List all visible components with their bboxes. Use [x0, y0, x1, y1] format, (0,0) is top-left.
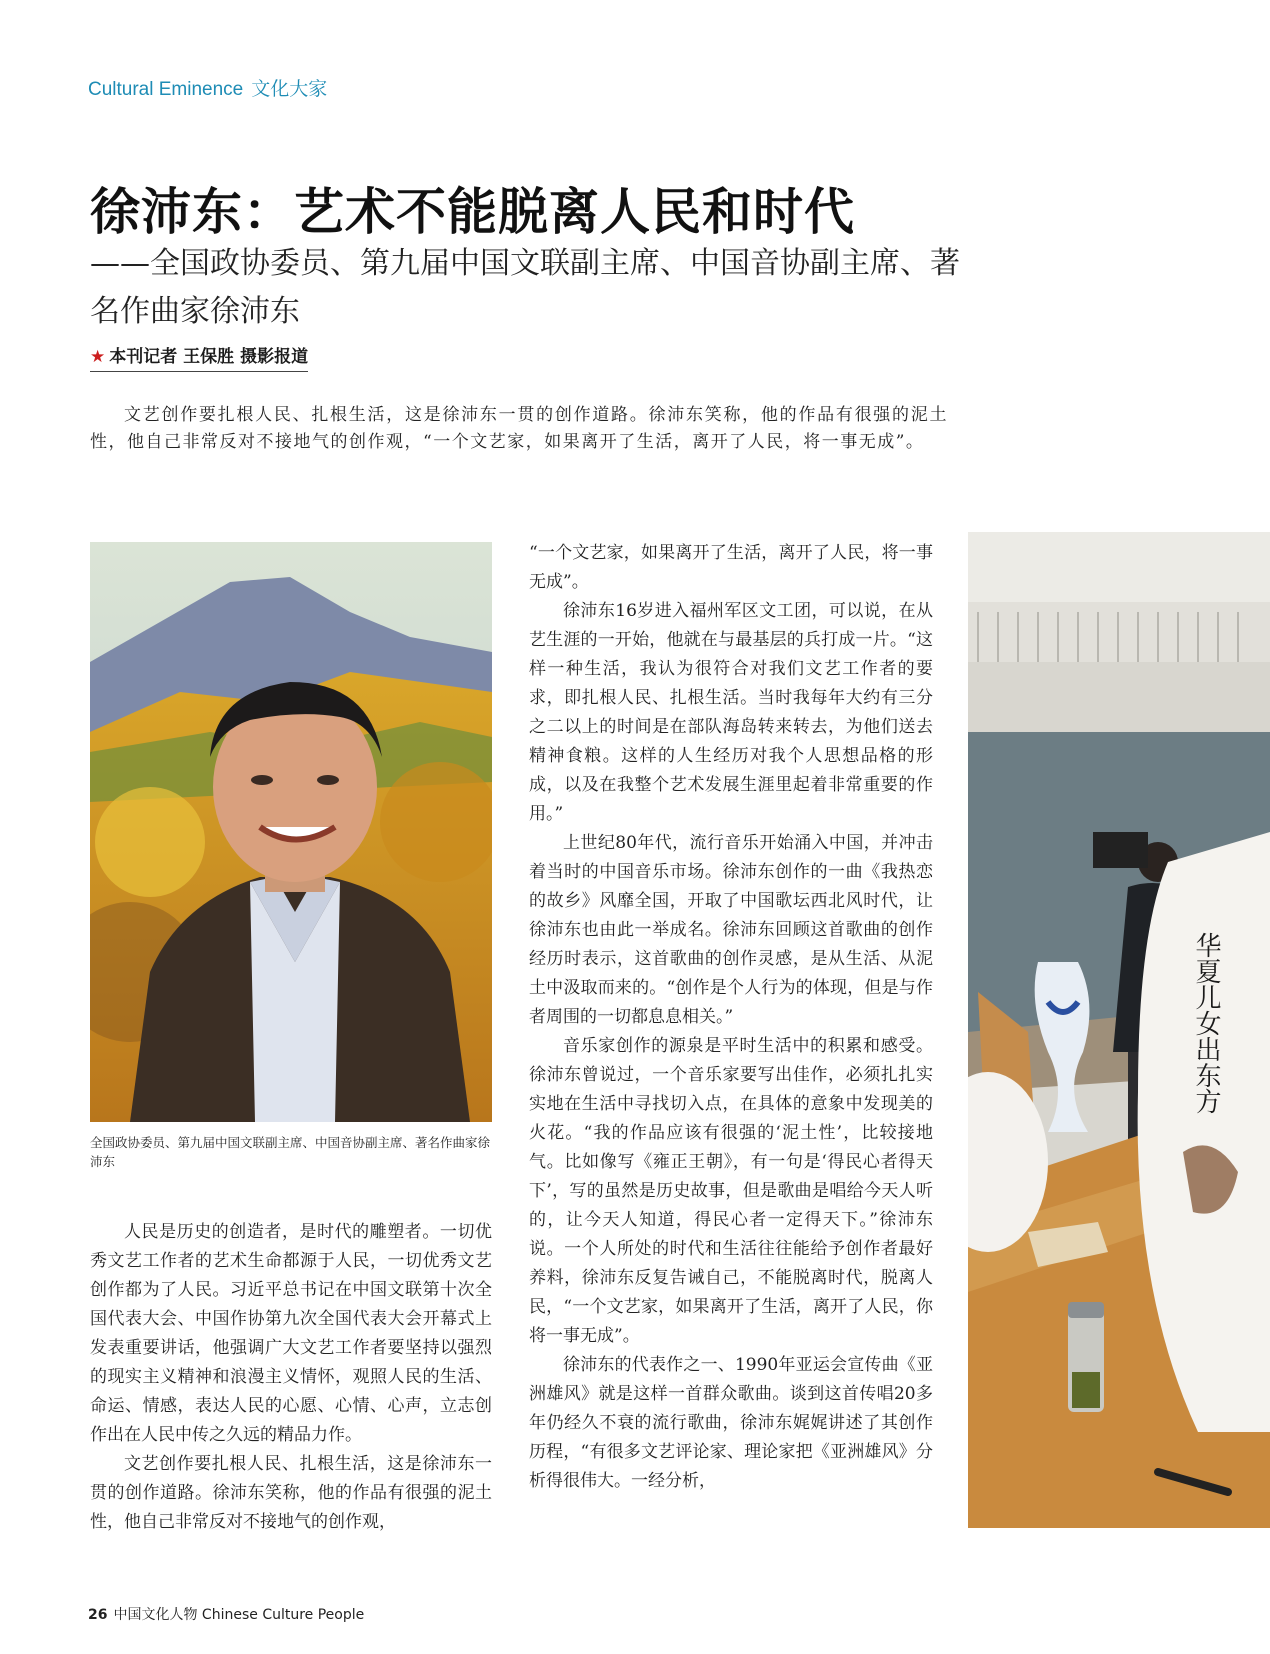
section-chinese: 文化大家 [251, 78, 328, 100]
photo-caption: 全国政协委员、第九届中国文联副主席、中国音协副主席、著名作曲家徐沛东 [90, 1135, 491, 1169]
section-tag [88, 74, 327, 101]
page-number: 26 [88, 1607, 108, 1623]
byline [90, 342, 308, 372]
paragraph: 文艺创作要扎根人民、扎根生活，这是徐沛东一贯的创作道路。徐沛东笑称，他的作品有很强的泥土性，他自己非常反对不接地气的创作观， [90, 1454, 492, 1532]
byline-text: 本刊记者 王保胜 摄影报道 [109, 347, 309, 367]
studio-illustration [968, 532, 1270, 1528]
article-title: 徐沛东：艺术不能脱离人民和时代 [90, 182, 855, 241]
section-english: Cultural Eminence [88, 79, 244, 100]
lead-paragraph: 文艺创作要扎根人民、扎根生活，这是徐沛东一贯的创作道路。徐沛东笑称，他的作品有很强的泥土性，他自己非常反对不接地气的创作观，“一个文艺家，如果离开了生活，离开了人民，将一事无成”。 [90, 405, 948, 452]
star-icon: ★ [90, 347, 106, 367]
studio-photo [968, 532, 1270, 1528]
middle-column [529, 539, 933, 1496]
left-column [90, 1218, 492, 1537]
paragraph: 徐沛东的代表作之一、1990年亚运会宣传曲《亚洲雄风》就是这样一首群众歌曲。谈到这首传唱20多年仍经久不衰的流行歌曲，徐沛东娓娓讲述了其创作历程，“有很多文艺评论家、理论家把《亚洲雄风》分析得很伟大。一经分析， [529, 1355, 933, 1491]
page-footer [88, 1604, 364, 1624]
paragraph: 徐沛东16岁进入福州军区文工团，可以说，在从艺生涯的一开始，他就在与最基层的兵打成一片。“这样一种生活，我认为很符合对我们文艺工作者的要求，即扎根人民、扎根生活。当时我每年大约有三分之二以上的时间是在部队海岛转来转去，为他们送去精神食粮。这样的人生经历对我个人思想品格的形成，以及在我整个艺术发展生涯里起着非常重要的作用。” [529, 601, 933, 824]
paragraph: 人民是历史的创造者，是时代的雕塑者。一切优秀文艺工作者的艺术生命都源于人民，一切优秀文艺创作都为了人民。习近平总书记在中国文联第十次全国代表大会、中国作协第九次全国代表大会开幕式上发表重要讲话，他强调广大文艺工作者要坚持以强烈的现实主义精神和浪漫主义情怀，观照人民的生活、命运、情感，表达人民的心愿、心情、心声，立志创作出在人民中传之久远的精品力作。 [90, 1222, 492, 1445]
paragraph: 音乐家创作的源泉是平时生活中的积累和感受。徐沛东曾说过，一个音乐家要写出佳作，必须扎扎实实地在生活中寻找切入点，在具体的意象中发现美的火花。“我的作品应该有很强的‘泥土性’，比较接地气。比如像写《雍正王朝》，有一句是‘得民心者得天下’，写的虽然是历史故事，但是歌曲是唱给今天人听的，让今天人知道，得民心者一定得天下。”徐沛东说。一个人所处的时代和生活往往能给予创作者最好养料，徐沛东反复告诫自己，不能脱离时代，脱离人民，“一个文艺家，如果离开了生活，离开了人民，你将一事无成”。 [529, 1036, 933, 1346]
magazine-name: 中国文化人物 Chinese Culture People [113, 1607, 365, 1623]
paragraph: 上世纪80年代，流行音乐开始涌入中国，并冲击着当时的中国音乐市场。徐沛东创作的一曲《我热恋的故乡》风靡全国，开取了中国歌坛西北风时代，让徐沛东也由此一举成名。徐沛东回顾这首歌曲的创作经历时表示，这首歌曲的创作灵感，是从生活、从泥土中汲取而来的。“创作是个人行为的体现，但是与作者周围的一切都息息相关。” [529, 833, 933, 1027]
paragraph: “一个文艺家，如果离开了生活，离开了人民，将一事无成”。 [529, 543, 933, 592]
portrait-photo [90, 542, 492, 1122]
portrait-illustration [90, 542, 492, 1122]
article-subtitle: ——全国政协委员、第九届中国文联副主席、中国音协副主席、著名作曲家徐沛东 [90, 246, 960, 329]
vase-calligraphy: 华夏儿女出东方 [1191, 932, 1221, 1114]
